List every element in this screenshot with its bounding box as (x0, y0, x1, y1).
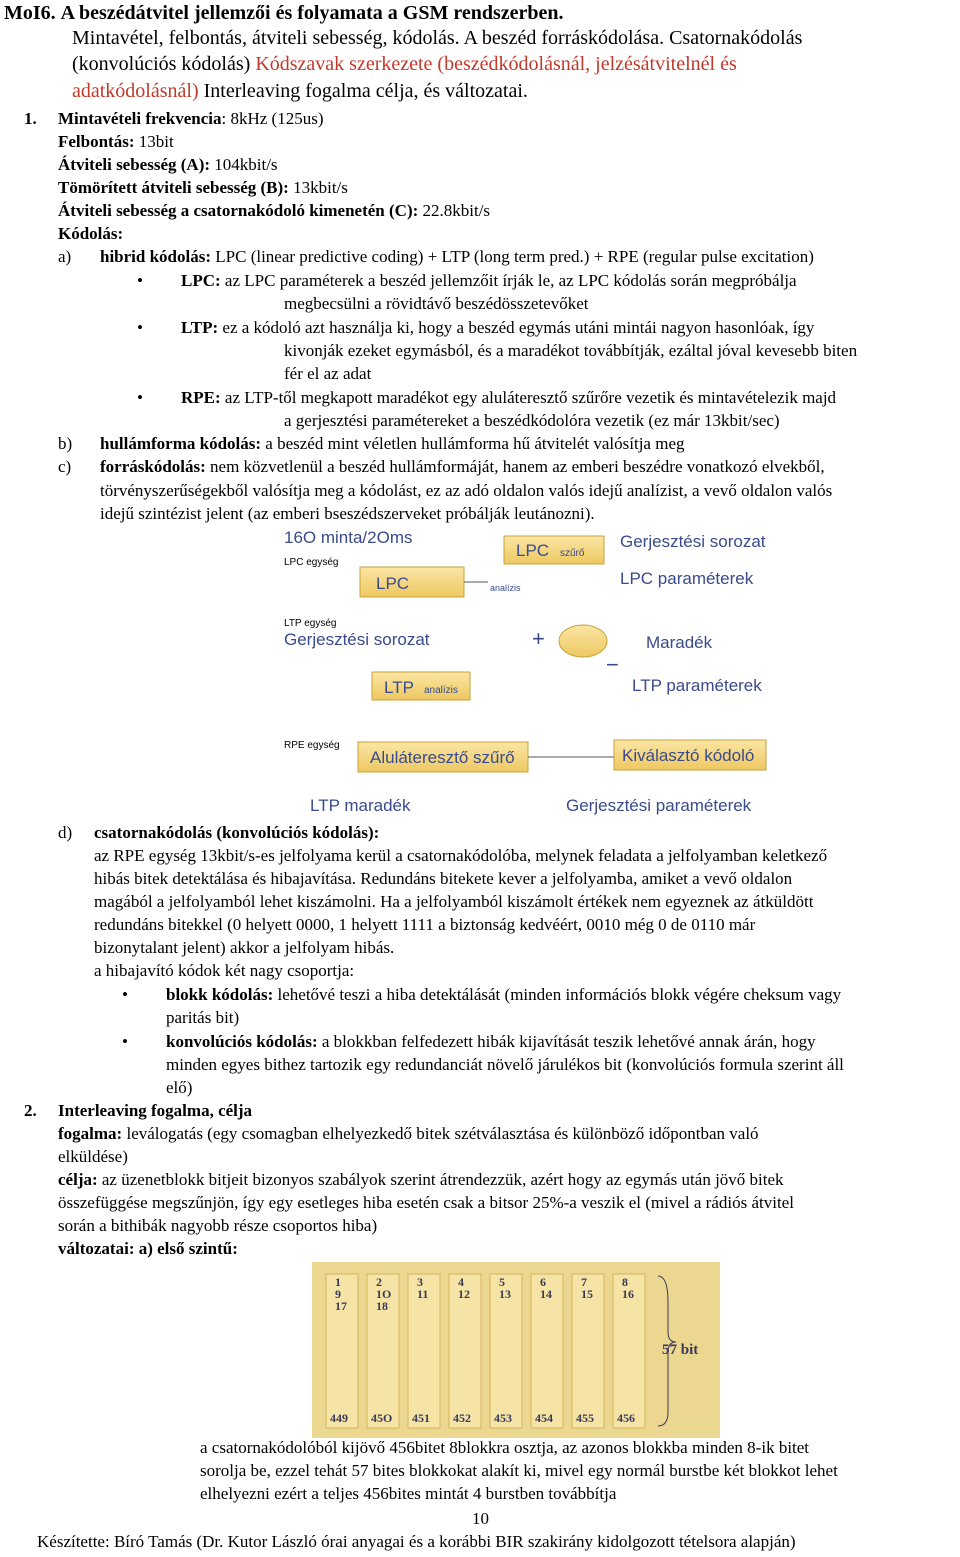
bullet-ltp-line2: kivonják ezeket egymásból, és a maradékot továbbítják, ezáltal jóval kevesebb biten (284, 341, 858, 360)
label: célja: (58, 1170, 98, 1189)
lowpass-label: Aluláteresztő szűrő (370, 748, 515, 767)
sampling-frequency (58, 107, 324, 130)
item-a (100, 245, 814, 268)
item-d-p2: hibás bitek detektálása és hibajavítása. Redundáns bitekete kever a jelfolyamba, amiket a vevő oldalon (94, 869, 793, 888)
bullet-lpc (181, 269, 797, 292)
text: LPC (linear predictive coding) + LTP (long term pred.) + RPE (regular pulse excitation) (211, 247, 814, 266)
interleaving-variants: változatai: a) első szintű: (58, 1239, 238, 1258)
item-d-p3: magából a jelfolyamból lehet kiszámolni. Ha a jelfolyamból kiszámolt értékek nem egyeznek az átküldött (94, 892, 814, 911)
summing-node (559, 625, 607, 657)
diagram-title: 16O minta/2Oms (284, 528, 413, 547)
block-index: 17 (335, 1299, 347, 1313)
block-last-index: 454 (535, 1411, 553, 1425)
text: az LPC paraméterek a beszéd jellemzőit írják le, az LPC kódolás során megpróbálja (220, 271, 797, 290)
minus-sign: − (606, 652, 619, 677)
item-c-marker: c) (58, 457, 72, 476)
item-b-marker: b) (58, 434, 73, 453)
rpe-unit-label: RPE egység (284, 740, 340, 751)
block-index: 8 (622, 1275, 628, 1289)
value: 13bit (134, 132, 174, 151)
text: a blokkban felfedezett hibák kijavítását teszik lehetővé annak árán, hogy (317, 1032, 816, 1051)
text: az LTP-től megkapott maradékot egy aluláteresztő szűrőre vezetik és mintavételezik majd (220, 388, 837, 407)
footer-credit: Készítette: Bíró Tamás (Dr. Kutor László órai anyagai és a korábbi BIR szakirány kidolgozott tételsora alapján) (37, 1532, 796, 1551)
label: fogalma: (58, 1124, 123, 1143)
value: 22.8kbit/s (418, 201, 491, 220)
rate-b (58, 176, 348, 199)
label: LTP: (181, 318, 219, 337)
rate-c (58, 199, 490, 222)
block-index: 6 (540, 1275, 546, 1289)
ltp-box-label: LTP (384, 678, 414, 697)
item-d-label: csatornakódolás (konvolúciós kódolás): (94, 823, 380, 842)
text: leválogatás (egy csomagban elhelyezkedő bitek szétválasztása és különböző időpontban való (122, 1124, 759, 1143)
resolution (58, 130, 174, 153)
label: hullámforma kódolás: (100, 434, 262, 453)
item-b (100, 432, 685, 455)
section2-number: 2. (24, 1101, 37, 1120)
interleave-text-2: sorolja be, ezzel tehát 57 bites blokkokat alakít ki, mivel egy normál burstbe két blokkot lehet (200, 1461, 838, 1480)
block-index: 12 (458, 1287, 470, 1301)
bullet-ltp-line3: fér el az adat (284, 364, 372, 383)
block-last-index: 45O (371, 1411, 393, 1425)
section-title: A beszédátvitel jellemzői és folyamata a GSM rendszerben. (60, 2, 564, 24)
label: hibrid kódolás: (100, 247, 212, 266)
header-line4 (72, 78, 528, 104)
lpc-filter-sub: szűrő (560, 548, 585, 559)
speech-coder-diagram (270, 524, 790, 820)
value: 13kbit/s (288, 178, 348, 197)
block-last-index: 449 (330, 1411, 348, 1425)
interleaving-goal-line2: összefüggése megszűnjön, így egy esetleges hiba esetén csak a bitsor 25%-a veszik el (mivel a rádiós átvitel (58, 1193, 794, 1212)
header-line3 (72, 51, 737, 77)
label: konvolúciós kódolás: (166, 1032, 318, 1051)
block-index: 1O (376, 1287, 392, 1301)
block-index: 3 (417, 1275, 423, 1289)
item-d-p6: a hibajavító kódok két nagy csoportja: (94, 961, 355, 980)
block-index: 13 (499, 1287, 511, 1301)
bullet-conv-coding-line3: elő) (166, 1078, 193, 1097)
block-last-index: 453 (494, 1411, 512, 1425)
interleaving-definition (58, 1122, 759, 1145)
item-d-marker: d) (58, 823, 73, 842)
interleave-text-1: a csatornakódolóból kijövő 456bitet 8blokkra osztja, az azonos blokkba minden 8-ik bitet (200, 1438, 810, 1457)
lpc-params-label: LPC paraméterek (620, 569, 754, 588)
lpc-analysis-label: analízis (490, 583, 521, 593)
block-index: 9 (335, 1287, 341, 1301)
section-code: MoI6. (4, 2, 56, 24)
block-last-index: 452 (453, 1411, 471, 1425)
header-line4-b: Interleaving fogalma célja, és változatai. (198, 80, 528, 102)
item-c (100, 455, 825, 478)
header-line3-a: (konvolúciós kódolás) (72, 53, 256, 75)
label: LPC: (181, 271, 221, 290)
label: Mintavételi frekvencia (58, 109, 222, 128)
block-index: 18 (376, 1299, 388, 1313)
label: blokk kódolás: (166, 985, 274, 1004)
bits-label: 57 bit (662, 1342, 699, 1358)
coding-label: Kódolás: (58, 224, 124, 243)
block-index: 2 (376, 1275, 382, 1289)
lpc-filter-label: LPC (516, 541, 550, 560)
label: Átviteli sebesség (A): (58, 155, 211, 174)
label: forráskódolás: (100, 457, 206, 476)
rate-a (58, 153, 278, 176)
label: Tömörített átviteli sebesség (B): (58, 178, 289, 197)
block-index: 16 (622, 1287, 634, 1301)
bullet-lpc-line2: megbecsülni a rövidtávő beszédösszetevőket (284, 294, 589, 313)
block-index: 1 (335, 1275, 341, 1289)
header-line4-a: adatkódolásnál) (72, 80, 199, 102)
block-index: 7 (581, 1275, 587, 1289)
item-c-line2: törvényszerűségekből valósítja meg a kódolást, ez az adó oldalon valós idejű analízist, a vevő oldalon valós (100, 481, 833, 500)
selector-label: Kiválasztó kódoló (622, 746, 755, 765)
ltp-box-sub: analízis (424, 685, 458, 696)
interleaving-goal (58, 1168, 784, 1191)
bullet-rpe-line2: a gerjesztési paramétereket a beszédkódolóra vezetik (ez már 13kbit/sec) (284, 411, 780, 430)
bullet-rpe (181, 386, 836, 409)
interleaving-grid (312, 1262, 720, 1438)
interleave-text-3: elhelyezni ezért a teljes 456bites mintát 4 burstben továbbítja (200, 1484, 617, 1503)
bullet-conv-coding (166, 1030, 816, 1053)
section1-number: 1. (24, 109, 37, 128)
block-index: 11 (417, 1287, 429, 1301)
bullet-block-coding (166, 983, 841, 1006)
block-last-index: 451 (412, 1411, 430, 1425)
item-a-marker: a) (58, 247, 72, 266)
block-index: 15 (581, 1287, 593, 1301)
label: Átviteli sebesség a csatornakódoló kimenetén (C): (58, 201, 419, 220)
page-number: 10 (472, 1509, 489, 1528)
bullet-conv-coding-line2: minden egyes bithez tartozik egy redundanciát növelő járulékos bit (konvolúciós formula szerint áll (166, 1055, 844, 1074)
text: ez a kódoló azt használja ki, hogy a beszéd egymás utáni mintái nagyon hasonlóak, így (218, 318, 815, 337)
text: az üzenetblokk bitjeit bizonyos szabályok szerint átrendezzük, azért hogy az egymás után jövő bitek (97, 1170, 784, 1189)
excitation-seq-1: Gerjesztési sorozat (620, 532, 766, 551)
lpc-unit-label: LPC egység (284, 557, 339, 568)
header-line1 (4, 0, 564, 26)
block-index: 5 (499, 1275, 505, 1289)
item-d-p4: redundáns bitekkel (0 helyett 0000, 1 helyett 1111 a biztonság kedvéért, 0010 még 0 de 0110 már (94, 915, 756, 934)
text: lehetővé teszi a hiba detektálását (minden információs blokk végére cheksum vagy (273, 985, 842, 1004)
block-index: 14 (540, 1287, 552, 1301)
value: : 8kHz (125us) (221, 109, 324, 128)
ltp-params-label: LTP paraméterek (632, 676, 762, 695)
header-line2: Mintavétel, felbontás, átviteli sebesség, kódolás. A beszéd forráskódolása. Csatornakódolás (72, 27, 803, 49)
value: 104kbit/s (210, 155, 278, 174)
excitation-seq-2: Gerjesztési sorozat (284, 630, 430, 649)
residual-label: Maradék (646, 633, 713, 652)
interleaving-goal-line3: során a bithibák nagyobb része csoportos hiba) (58, 1216, 378, 1235)
item-c-line3: idejű szintézist jelent (az emberi bseszédszerveket próbálják leutánozni). (100, 504, 595, 523)
block-last-index: 455 (576, 1411, 594, 1425)
ltp-residual-label: LTP maradék (310, 796, 411, 815)
lpc-box-label: LPC (376, 574, 410, 593)
label: Felbontás: (58, 132, 135, 151)
section2-title: Interleaving fogalma, célja (58, 1101, 253, 1120)
text: nem közvetlenül a beszéd hullámformáját, hanem az emberi beszédre vonatkozó elvekből, (205, 457, 825, 476)
interleaving-definition-line2: elküldése) (58, 1147, 128, 1166)
header-line3-b: Kódszavak szerkezete (beszédkódolásnál, jelzésátvitelnél és (255, 53, 737, 75)
label: RPE: (181, 388, 221, 407)
bullet-ltp (181, 316, 814, 339)
block-last-index: 456 (617, 1411, 635, 1425)
item-d-p1: az RPE egység 13kbit/s-es jelfolyama kerül a csatornakódolóba, melynek feladata a jelfolyamban keletkező (94, 846, 828, 865)
excitation-params-label: Gerjesztési paraméterek (566, 796, 752, 815)
item-d-p5: bizonytalant jelent) akkor a jelfolyam hibás. (94, 938, 395, 957)
block-column-1 (326, 1274, 358, 1428)
bullet-block-coding-line2: paritás bit) (166, 1008, 240, 1027)
block-index: 4 (458, 1275, 464, 1289)
ltp-unit-label: LTP egység (284, 618, 337, 629)
text: a beszéd mint véletlen hullámforma hű átvitelét valósítja meg (261, 434, 685, 453)
plus-sign: + (532, 626, 545, 651)
